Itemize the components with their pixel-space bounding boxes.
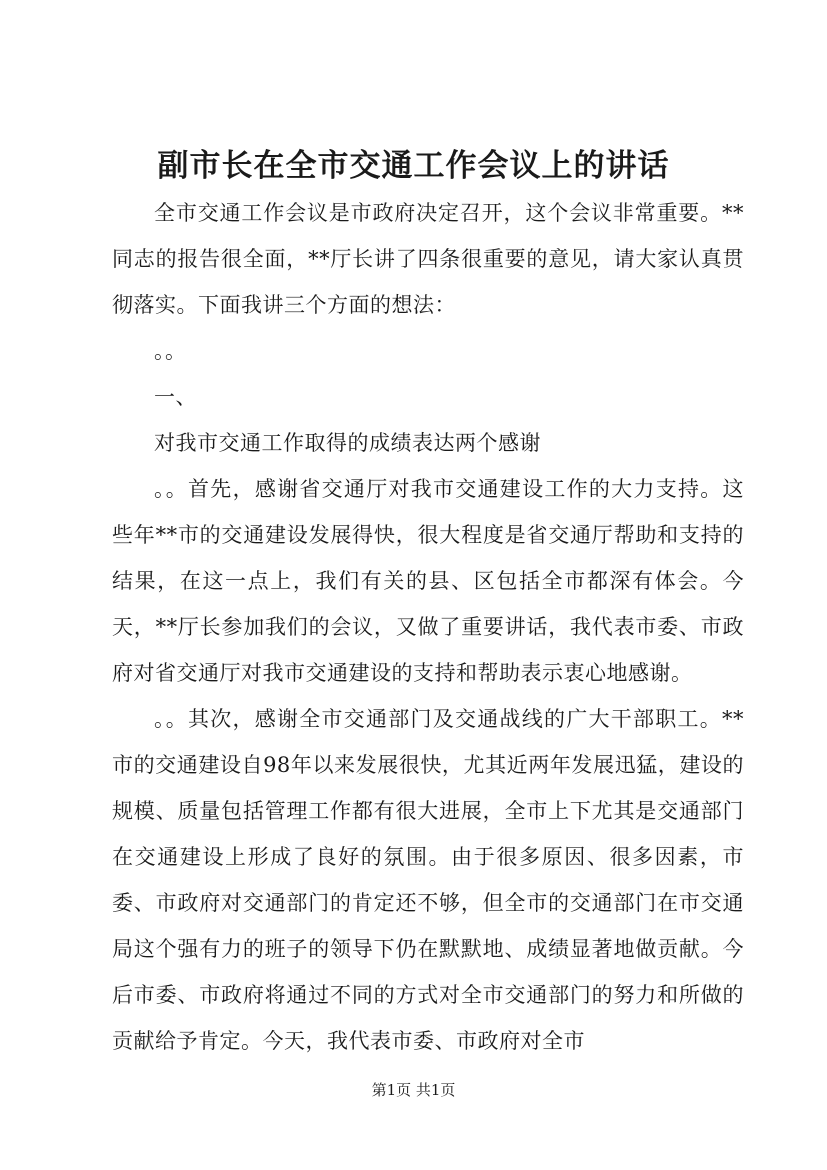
paragraph-intro: 全市交通工作会议是市政府决定召开，这个会议非常重要。**同志的报告很全面，**厅长讲了四条很重要的意见，请大家认真贯彻落实。下面我讲三个方面的想法： xyxy=(112,201,744,317)
document-title: 副市长在全市交通工作会议上的讲话 xyxy=(157,148,670,184)
section-number: 一、 xyxy=(154,385,197,409)
document-body xyxy=(112,190,744,1064)
page-footer: 第1页 共1页 xyxy=(371,1081,456,1099)
paragraph-ellipsis: 。。 xyxy=(154,339,187,363)
section-heading: 对我市交通工作取得的成绩表达两个感谢 xyxy=(154,431,541,455)
paragraph-first-thanks: 。。首先，感谢省交通厅对我市交通建设工作的大力支持。这些年**市的交通建设发展得快，很大程度是省交通厅帮助和支持的结果，在这一点上，我们有关的县、区包括全市都深有体会。今天，**厅长参加我们的会议，又做了重要讲话，我代表市委、市政府对省交通厅对我市交通建设的支持和帮助表示衷心地感谢。 xyxy=(112,477,744,685)
paragraph-second-thanks: 。。其次，感谢全市交通部门及交通战线的广大干部职工。**市的交通建设自98年以来发展很快，尤其近两年发展迅猛，建设的规模、质量包括管理工作都有很大进展，全市上下尤其是交通部门在交通建设上形成了良好的氛围。由于很多原因、很多因素，市委、市政府对交通部门的肯定还不够，但全市的交通部门在市交通局这个强有力的班子的领导下仍在默默地、成绩显著地做贡献。今后市委、市政府将通过不同的方式对全市交通部门的努力和所做的贡献给予肯定。今天，我代表市委、市政府对全市 xyxy=(112,707,744,1053)
